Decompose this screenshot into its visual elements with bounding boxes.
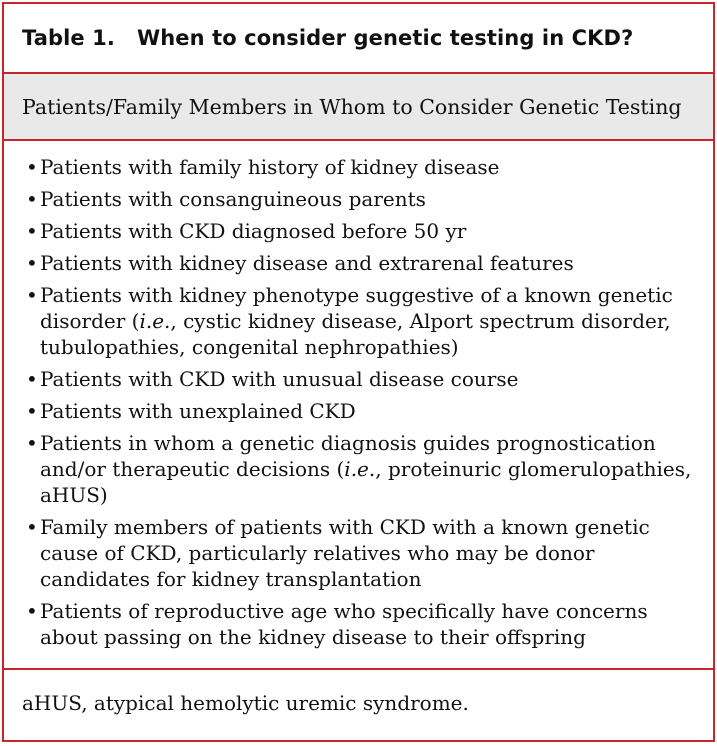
bullet-icon: • xyxy=(26,367,38,391)
criteria-text: Patients of reproductive age who specifically have concerns about passing on the kidney disease to their offspring xyxy=(40,599,648,649)
criteria-item xyxy=(26,282,701,360)
bullet-icon: • xyxy=(26,187,38,211)
table-title: When to consider genetic testing in CKD? xyxy=(136,26,634,50)
criteria-list xyxy=(4,141,713,670)
bullet-icon: • xyxy=(26,399,38,423)
criteria-item xyxy=(26,430,701,508)
criteria-item xyxy=(26,398,701,424)
bullet-icon: • xyxy=(26,599,38,623)
table-frame xyxy=(2,2,715,742)
criteria-item xyxy=(26,514,701,592)
criteria-text: Family members of patients with CKD with a known genetic cause of CKD, particularly relatives who may be donor candidates for kidney transplantation xyxy=(40,515,650,591)
criteria-item xyxy=(26,598,701,650)
bullet-icon: • xyxy=(26,155,38,179)
column-header-text: Patients/Family Members in Whom to Consider Genetic Testing xyxy=(22,94,682,119)
criteria-ie-abbrev: i.e. xyxy=(344,457,376,481)
criteria-item xyxy=(26,154,701,180)
bullet-icon: • xyxy=(26,251,38,275)
criteria-text: Patients with unexplained CKD xyxy=(40,399,356,423)
criteria-text: Patients with CKD with unusual disease course xyxy=(40,367,519,391)
bullet-icon: • xyxy=(26,283,38,307)
table-title-bar xyxy=(4,4,713,74)
criteria-item xyxy=(26,218,701,244)
criteria-text: Patients with family history of kidney disease xyxy=(40,155,500,179)
criteria-text: Patients with kidney disease and extrarenal features xyxy=(40,251,574,275)
criteria-text-continued: , proteinuric glomerulopathies, aHUS) xyxy=(40,457,692,507)
bullet-icon: • xyxy=(26,219,38,243)
criteria-text: Patients with kidney phenotype suggestive of a known genetic disorder ( xyxy=(40,283,673,333)
column-header xyxy=(4,74,713,141)
criteria-text-continued: , cystic kidney disease, Alport spectrum disorder, tubulopathies, congenital nephropathies) xyxy=(40,309,671,359)
criteria-text: Patients with CKD diagnosed before 50 yr xyxy=(40,219,467,243)
bullet-icon: • xyxy=(26,431,38,455)
criteria-ie-abbrev: i.e. xyxy=(139,309,171,333)
criteria-text: Patients with consanguineous parents xyxy=(40,187,426,211)
criteria-text: Patients in whom a genetic diagnosis guides prognostication and/or therapeutic decisions ( xyxy=(40,431,656,481)
criteria-item xyxy=(26,250,701,276)
footnote-text: aHUS, atypical hemolytic uremic syndrome. xyxy=(22,691,469,715)
bullet-icon: • xyxy=(26,515,38,539)
table-footnote xyxy=(4,670,713,736)
criteria-item xyxy=(26,366,701,392)
criteria-item xyxy=(26,186,701,212)
table-label: Table 1. xyxy=(22,26,115,50)
